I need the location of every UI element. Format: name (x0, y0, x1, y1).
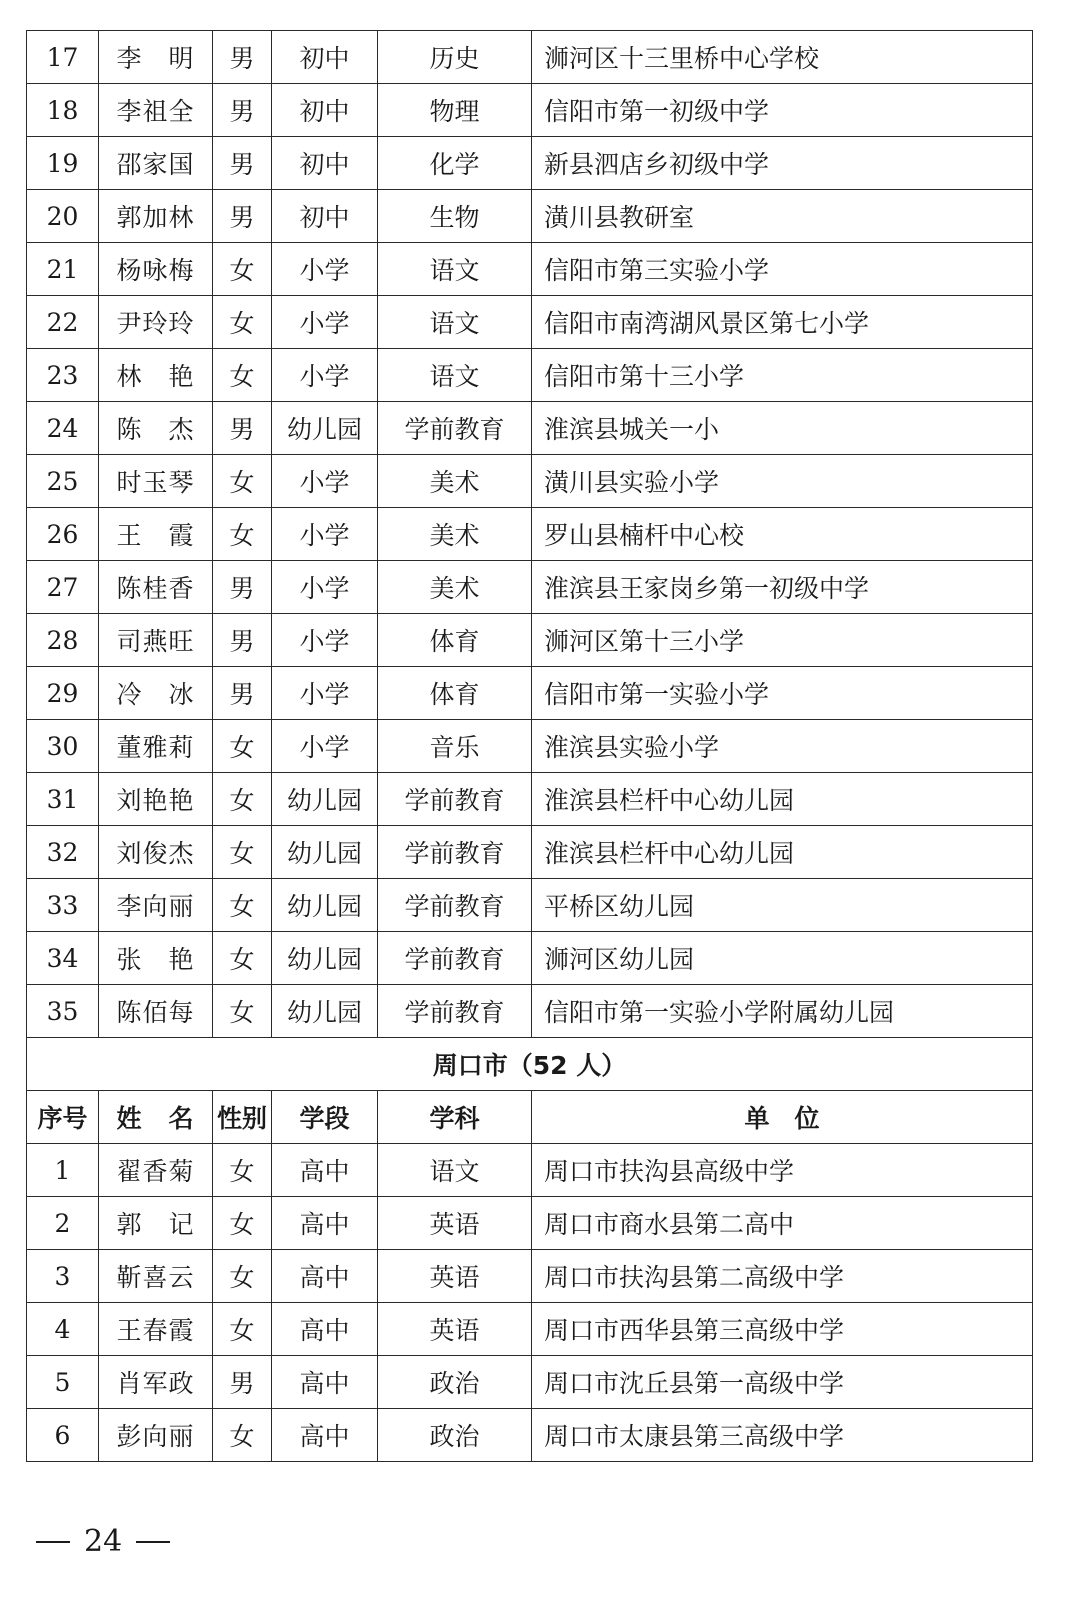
cell-subject: 语文 (378, 1144, 532, 1197)
cell-unit: 浉河区十三里桥中心学校 (532, 31, 1033, 84)
cell-gender: 男 (213, 84, 272, 137)
roster-rows-bottom (27, 1144, 1033, 1462)
cell-subject: 学前教育 (378, 932, 532, 985)
cell-gender: 女 (213, 985, 272, 1038)
table-row (27, 985, 1033, 1038)
cell-unit: 周口市沈丘县第一高级中学 (532, 1356, 1033, 1409)
cell-name: 郭 记 (99, 1197, 213, 1250)
cell-gender: 男 (213, 614, 272, 667)
cell-subject: 英语 (378, 1197, 532, 1250)
cell-stage: 初中 (272, 190, 378, 243)
cell-stage: 小学 (272, 561, 378, 614)
cell-name: 翟香菊 (99, 1144, 213, 1197)
page-number: 24 (84, 1524, 123, 1559)
cell-no: 23 (27, 349, 99, 402)
cell-gender: 男 (213, 667, 272, 720)
cell-gender: 男 (213, 31, 272, 84)
header-row (27, 1091, 1033, 1144)
cell-subject: 学前教育 (378, 985, 532, 1038)
table-row (27, 137, 1033, 190)
cell-gender: 女 (213, 1409, 272, 1462)
cell-unit: 潢川县教研室 (532, 190, 1033, 243)
table-row (27, 190, 1033, 243)
cell-subject: 物理 (378, 84, 532, 137)
cell-subject: 学前教育 (378, 826, 532, 879)
cell-name: 靳喜云 (99, 1250, 213, 1303)
cell-subject: 学前教育 (378, 879, 532, 932)
cell-unit: 平桥区幼儿园 (532, 879, 1033, 932)
table-row (27, 402, 1033, 455)
cell-gender: 女 (213, 1144, 272, 1197)
cell-name: 邵家国 (99, 137, 213, 190)
cell-stage: 高中 (272, 1144, 378, 1197)
cell-no: 19 (27, 137, 99, 190)
cell-no: 33 (27, 879, 99, 932)
cell-name: 郭加林 (99, 190, 213, 243)
cell-stage: 幼儿园 (272, 402, 378, 455)
cell-subject: 语文 (378, 243, 532, 296)
cell-name: 王 霞 (99, 508, 213, 561)
table-row (27, 614, 1033, 667)
cell-gender: 女 (213, 1303, 272, 1356)
cell-unit: 信阳市第一实验小学附属幼儿园 (532, 985, 1033, 1038)
cell-stage: 小学 (272, 296, 378, 349)
cell-no: 29 (27, 667, 99, 720)
table-row (27, 455, 1033, 508)
header-name: 姓 名 (99, 1091, 213, 1144)
cell-gender: 男 (213, 402, 272, 455)
cell-name: 陈桂香 (99, 561, 213, 614)
cell-name: 时玉琴 (99, 455, 213, 508)
table-row (27, 1303, 1033, 1356)
cell-unit: 新县泗店乡初级中学 (532, 137, 1033, 190)
page-footer (36, 1524, 170, 1559)
cell-name: 尹玲玲 (99, 296, 213, 349)
cell-unit: 信阳市第一实验小学 (532, 667, 1033, 720)
cell-subject: 语文 (378, 349, 532, 402)
cell-no: 4 (27, 1303, 99, 1356)
cell-name: 刘俊杰 (99, 826, 213, 879)
table-row (27, 349, 1033, 402)
cell-name: 董雅莉 (99, 720, 213, 773)
table-row (27, 1197, 1033, 1250)
cell-no: 34 (27, 932, 99, 985)
cell-unit: 淮滨县城关一小 (532, 402, 1033, 455)
table-row (27, 932, 1033, 985)
table-row (27, 296, 1033, 349)
cell-stage: 初中 (272, 84, 378, 137)
cell-stage: 幼儿园 (272, 773, 378, 826)
cell-no: 1 (27, 1144, 99, 1197)
table-row (27, 879, 1033, 932)
cell-no: 35 (27, 985, 99, 1038)
cell-unit: 淮滨县实验小学 (532, 720, 1033, 773)
cell-stage: 小学 (272, 455, 378, 508)
cell-subject: 体育 (378, 667, 532, 720)
cell-stage: 小学 (272, 667, 378, 720)
cell-name: 李 明 (99, 31, 213, 84)
cell-unit: 周口市扶沟县高级中学 (532, 1144, 1033, 1197)
table-row (27, 667, 1033, 720)
cell-name: 司燕旺 (99, 614, 213, 667)
header-no: 序号 (27, 1091, 99, 1144)
cell-stage: 小学 (272, 720, 378, 773)
cell-no: 18 (27, 84, 99, 137)
cell-gender: 女 (213, 243, 272, 296)
table-row (27, 1409, 1033, 1462)
cell-stage: 高中 (272, 1409, 378, 1462)
cell-name: 冷 冰 (99, 667, 213, 720)
cell-subject: 化学 (378, 137, 532, 190)
cell-stage: 初中 (272, 137, 378, 190)
cell-stage: 幼儿园 (272, 826, 378, 879)
cell-no: 2 (27, 1197, 99, 1250)
cell-gender: 男 (213, 1356, 272, 1409)
cell-subject: 学前教育 (378, 773, 532, 826)
section-title-row (27, 1038, 1033, 1091)
cell-no: 5 (27, 1356, 99, 1409)
cell-subject: 生物 (378, 190, 532, 243)
table-row (27, 561, 1033, 614)
cell-subject: 体育 (378, 614, 532, 667)
cell-gender: 女 (213, 1250, 272, 1303)
cell-unit: 信阳市第三实验小学 (532, 243, 1033, 296)
cell-stage: 高中 (272, 1250, 378, 1303)
cell-subject: 英语 (378, 1303, 532, 1356)
cell-gender: 男 (213, 561, 272, 614)
dash-right (136, 1541, 170, 1543)
cell-no: 6 (27, 1409, 99, 1462)
table-row (27, 31, 1033, 84)
cell-no: 28 (27, 614, 99, 667)
cell-name: 林 艳 (99, 349, 213, 402)
table-row (27, 826, 1033, 879)
cell-subject: 政治 (378, 1356, 532, 1409)
cell-unit: 罗山县楠杆中心校 (532, 508, 1033, 561)
cell-name: 刘艳艳 (99, 773, 213, 826)
cell-subject: 英语 (378, 1250, 532, 1303)
cell-stage: 高中 (272, 1356, 378, 1409)
table-row (27, 1144, 1033, 1197)
cell-stage: 幼儿园 (272, 985, 378, 1038)
cell-gender: 女 (213, 296, 272, 349)
header-unit: 单 位 (532, 1091, 1033, 1144)
cell-subject: 学前教育 (378, 402, 532, 455)
cell-stage: 小学 (272, 614, 378, 667)
cell-no: 32 (27, 826, 99, 879)
cell-unit: 周口市商水县第二高中 (532, 1197, 1033, 1250)
cell-unit: 信阳市南湾湖风景区第七小学 (532, 296, 1033, 349)
cell-stage: 初中 (272, 31, 378, 84)
cell-no: 31 (27, 773, 99, 826)
cell-gender: 女 (213, 773, 272, 826)
table-row (27, 508, 1033, 561)
cell-no: 20 (27, 190, 99, 243)
cell-no: 21 (27, 243, 99, 296)
cell-stage: 小学 (272, 508, 378, 561)
cell-no: 24 (27, 402, 99, 455)
cell-unit: 周口市扶沟县第二高级中学 (532, 1250, 1033, 1303)
cell-unit: 淮滨县栏杆中心幼儿园 (532, 826, 1033, 879)
cell-no: 17 (27, 31, 99, 84)
table-row (27, 773, 1033, 826)
cell-name: 肖军政 (99, 1356, 213, 1409)
section-title: 周口市（52 人） (27, 1038, 1033, 1091)
table-row (27, 1356, 1033, 1409)
cell-gender: 男 (213, 137, 272, 190)
cell-gender: 女 (213, 879, 272, 932)
table-row (27, 720, 1033, 773)
cell-stage: 高中 (272, 1303, 378, 1356)
cell-stage: 幼儿园 (272, 932, 378, 985)
cell-name: 彭向丽 (99, 1409, 213, 1462)
cell-unit: 周口市西华县第三高级中学 (532, 1303, 1033, 1356)
dash-left (36, 1541, 70, 1543)
cell-no: 26 (27, 508, 99, 561)
cell-gender: 女 (213, 349, 272, 402)
table-row (27, 84, 1033, 137)
cell-gender: 女 (213, 720, 272, 773)
cell-subject: 政治 (378, 1409, 532, 1462)
cell-unit: 淮滨县王家岗乡第一初级中学 (532, 561, 1033, 614)
cell-stage: 高中 (272, 1197, 378, 1250)
cell-unit: 信阳市第十三小学 (532, 349, 1033, 402)
cell-subject: 美术 (378, 455, 532, 508)
cell-subject: 音乐 (378, 720, 532, 773)
cell-subject: 语文 (378, 296, 532, 349)
cell-name: 杨咏梅 (99, 243, 213, 296)
section-zhoukou (27, 1038, 1033, 1144)
cell-name: 张 艳 (99, 932, 213, 985)
cell-unit: 潢川县实验小学 (532, 455, 1033, 508)
cell-name: 陈 杰 (99, 402, 213, 455)
cell-name: 李祖全 (99, 84, 213, 137)
table-row (27, 1250, 1033, 1303)
cell-gender: 女 (213, 1197, 272, 1250)
cell-unit: 信阳市第一初级中学 (532, 84, 1033, 137)
cell-name: 陈佰每 (99, 985, 213, 1038)
cell-unit: 周口市太康县第三高级中学 (532, 1409, 1033, 1462)
header-gender: 性别 (213, 1091, 272, 1144)
cell-no: 25 (27, 455, 99, 508)
header-stage: 学段 (272, 1091, 378, 1144)
cell-name: 李向丽 (99, 879, 213, 932)
cell-stage: 小学 (272, 349, 378, 402)
cell-no: 27 (27, 561, 99, 614)
roster-table (26, 30, 1033, 1462)
cell-stage: 幼儿园 (272, 879, 378, 932)
header-subject: 学科 (378, 1091, 532, 1144)
cell-stage: 小学 (272, 243, 378, 296)
cell-gender: 女 (213, 932, 272, 985)
cell-subject: 历史 (378, 31, 532, 84)
cell-no: 30 (27, 720, 99, 773)
cell-unit: 浉河区第十三小学 (532, 614, 1033, 667)
cell-gender: 男 (213, 190, 272, 243)
table-row (27, 243, 1033, 296)
cell-unit: 浉河区幼儿园 (532, 932, 1033, 985)
cell-no: 3 (27, 1250, 99, 1303)
roster-rows-top (27, 31, 1033, 1038)
cell-no: 22 (27, 296, 99, 349)
cell-subject: 美术 (378, 561, 532, 614)
cell-subject: 美术 (378, 508, 532, 561)
cell-gender: 女 (213, 455, 272, 508)
cell-unit: 淮滨县栏杆中心幼儿园 (532, 773, 1033, 826)
cell-gender: 女 (213, 508, 272, 561)
cell-gender: 女 (213, 826, 272, 879)
cell-name: 王春霞 (99, 1303, 213, 1356)
